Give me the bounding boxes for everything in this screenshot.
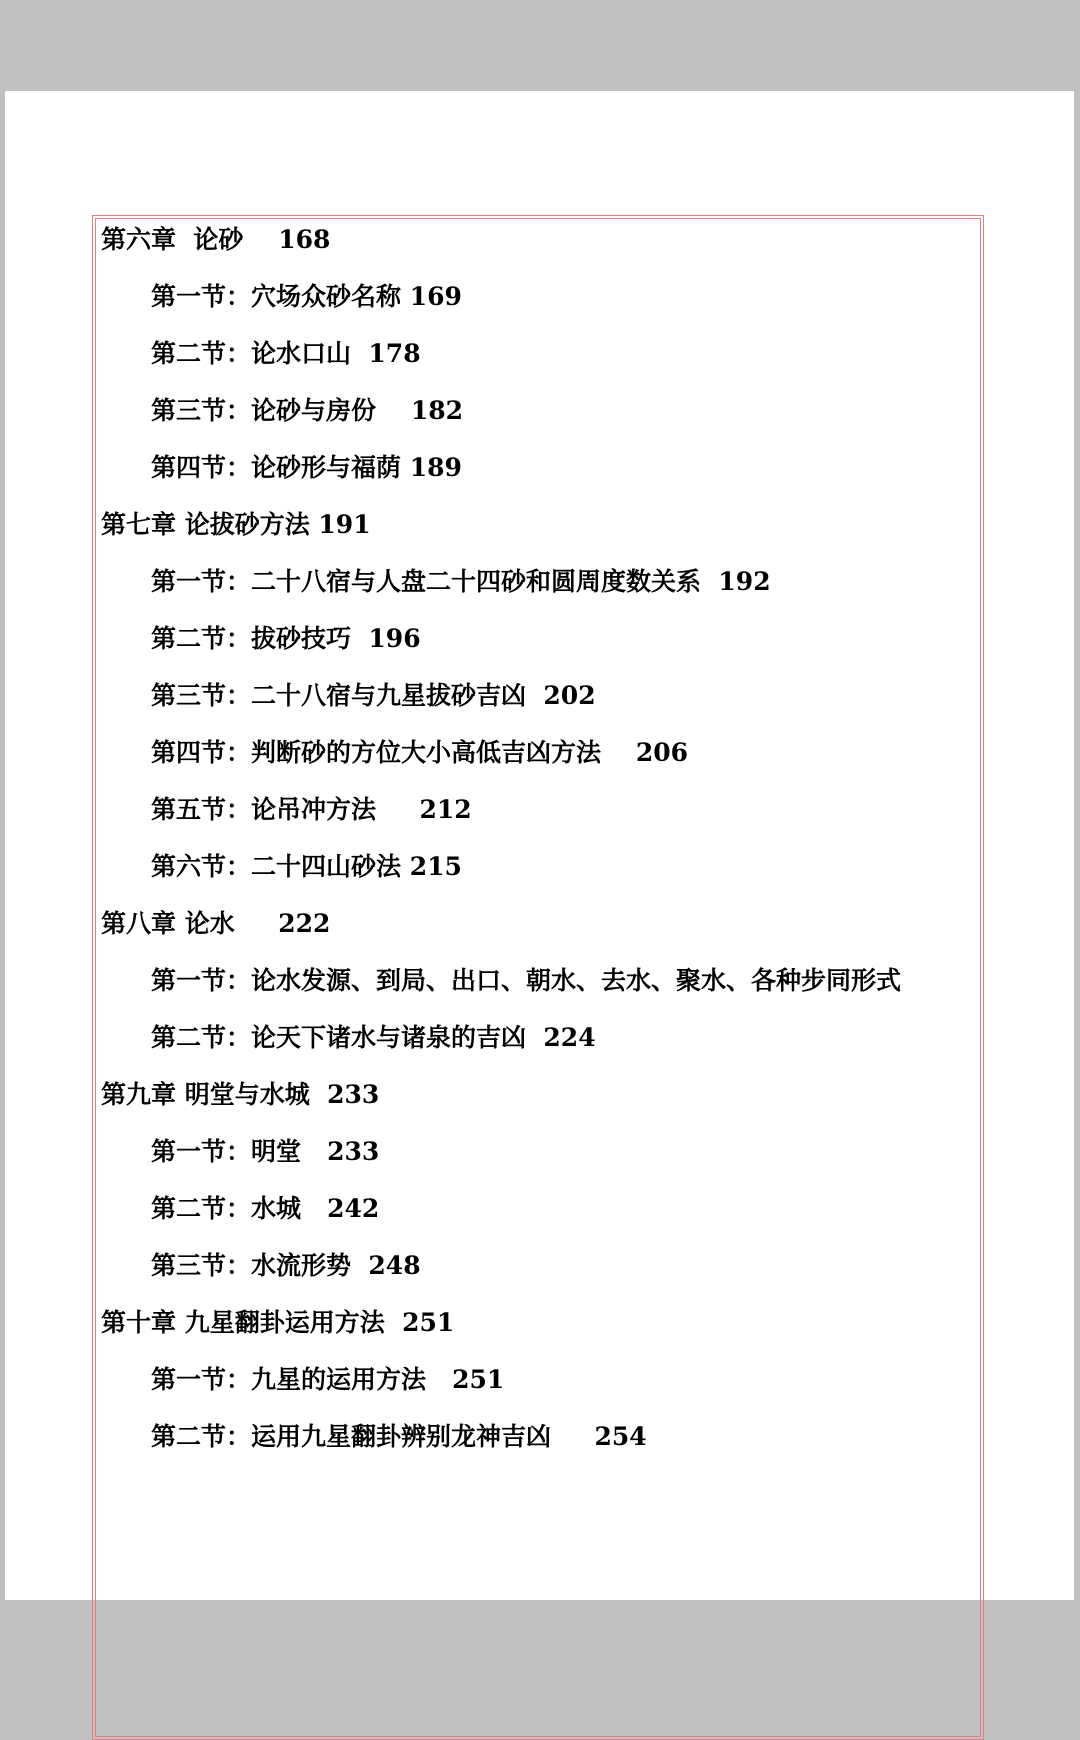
toc-section-7-2[interactable]: 第二节：拔砂技巧 196 [151, 624, 421, 653]
toc-frame [92, 215, 984, 1740]
toc-section-7-1[interactable]: 第一节：二十八宿与人盘二十四砂和圆周度数关系 192 [151, 567, 771, 596]
toc-section-10-1[interactable]: 第一节：九星的运用方法 251 [151, 1365, 505, 1394]
toc-section-9-3[interactable]: 第三节：水流形势 248 [151, 1251, 421, 1280]
toc-section-8-2[interactable]: 第二节：论天下诸水与诸泉的吉凶 224 [151, 1023, 596, 1052]
toc-section-6-3[interactable]: 第三节：论砂与房份 182 [151, 396, 464, 425]
toc-section-7-4[interactable]: 第四节：判断砂的方位大小高低吉凶方法 206 [151, 738, 689, 767]
toc-chapter-10[interactable]: 第十章 九星翻卦运用方法 251 [101, 1308, 455, 1337]
document-page [5, 91, 1074, 1600]
toc-section-7-3[interactable]: 第三节：二十八宿与九星拔砂吉凶 202 [151, 681, 596, 710]
toc-section-7-5[interactable]: 第五节：论吊冲方法 212 [151, 795, 472, 824]
toc-section-9-1[interactable]: 第一节：明堂 233 [151, 1137, 380, 1166]
toc-section-6-2[interactable]: 第二节：论水口山 178 [151, 339, 421, 368]
toc-chapter-8[interactable]: 第八章 论水 222 [101, 909, 331, 938]
toc-section-6-4[interactable]: 第四节：论砂形与福荫 189 [151, 453, 462, 482]
toc-section-8-1[interactable]: 第一节：论水发源、到局、出口、朝水、去水、聚水、各种步同形式 [151, 966, 902, 995]
toc-chapter-6[interactable]: 第六章 论砂 168 [101, 225, 331, 254]
toc-chapter-7[interactable]: 第七章 论拔砂方法 191 [101, 510, 371, 539]
toc-section-10-2[interactable]: 第二节：运用九星翻卦辨别龙神吉凶 254 [151, 1422, 647, 1451]
toc-section-7-6[interactable]: 第六节：二十四山砂法 215 [151, 852, 462, 881]
toc-section-6-1[interactable]: 第一节：穴场众砂名称 169 [151, 282, 462, 311]
toc-section-9-2[interactable]: 第二节：水城 242 [151, 1194, 380, 1223]
toc-chapter-9[interactable]: 第九章 明堂与水城 233 [101, 1080, 380, 1109]
